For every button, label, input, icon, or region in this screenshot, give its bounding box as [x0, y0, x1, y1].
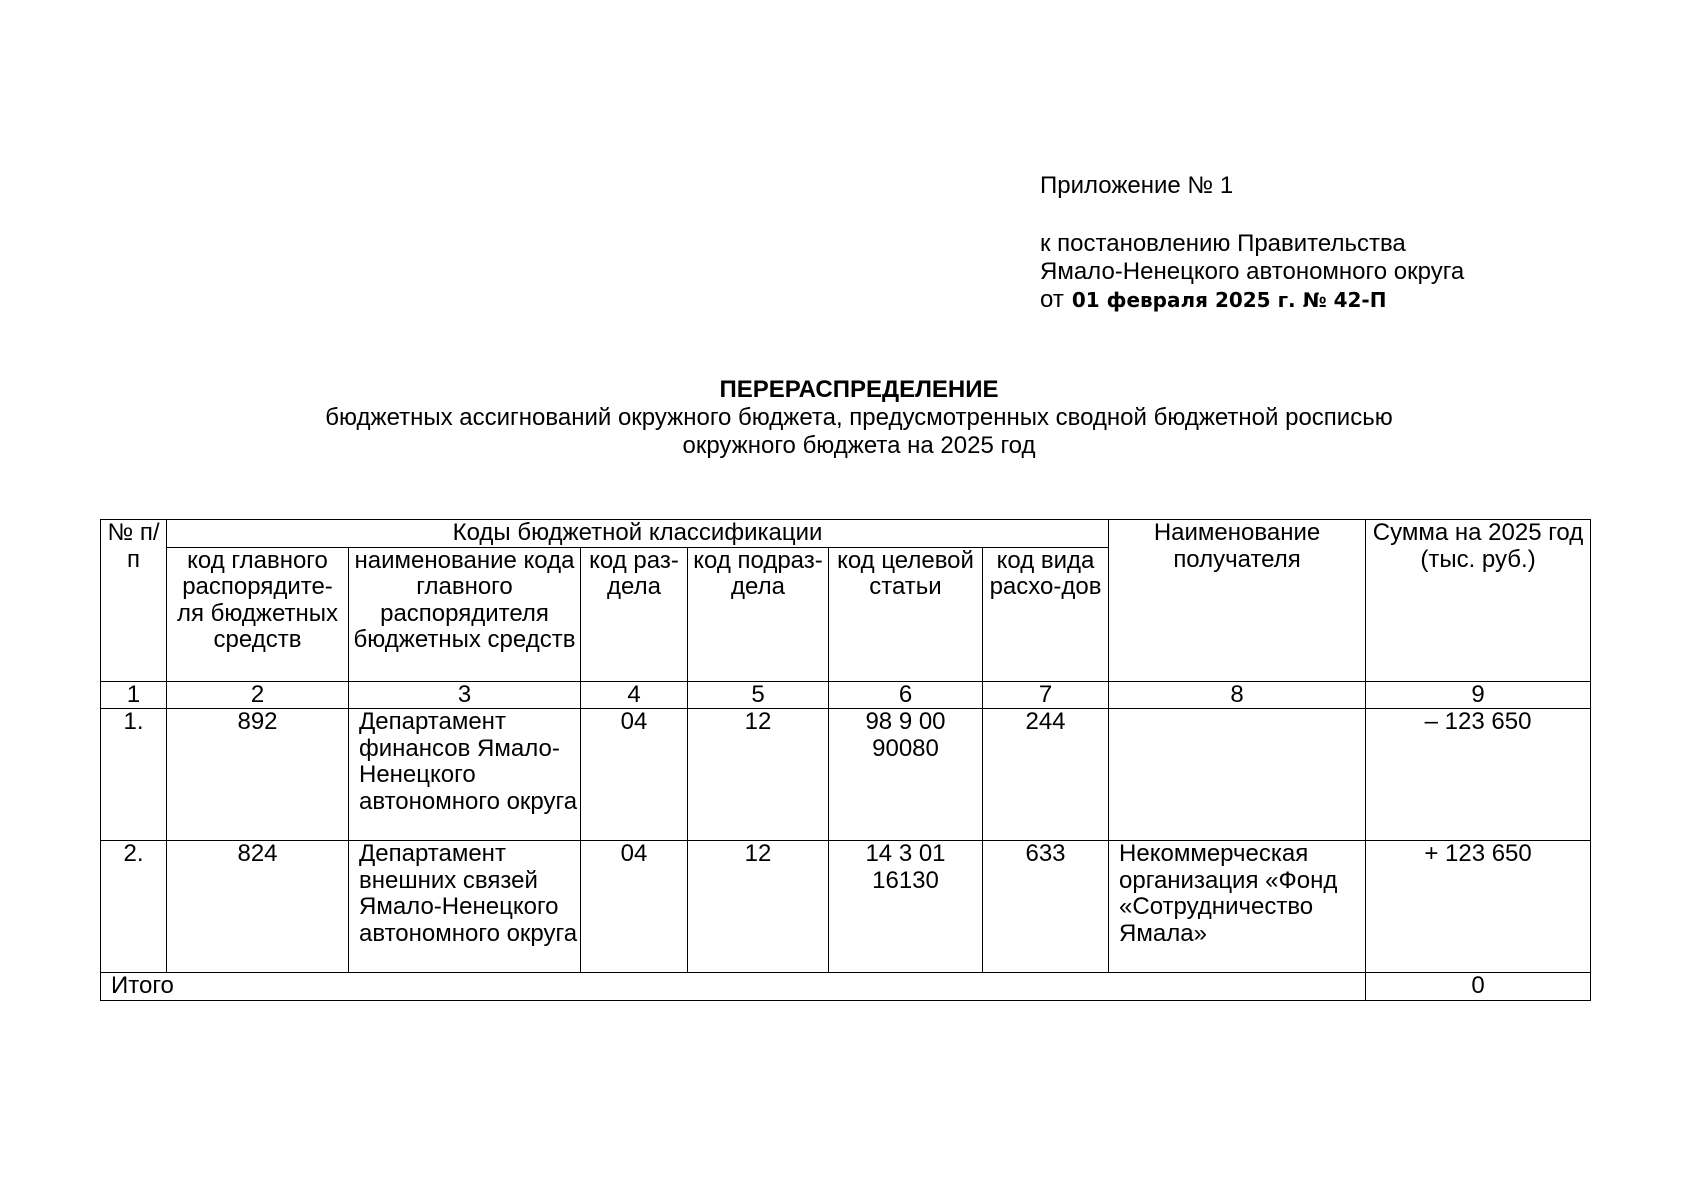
row-code: 824 — [167, 841, 349, 973]
column-number: 9 — [1366, 681, 1591, 709]
row-recipient: Некоммерческая организация «Фонд «Сотрудничество Ямала» — [1109, 841, 1366, 973]
header-code-grbs: код главного распорядите-ля бюджетных средств — [167, 547, 349, 681]
column-number: 1 — [101, 681, 167, 709]
document-subtitle-line2: окружного бюджета на 2025 год — [682, 432, 1036, 459]
header-sum: Сумма на 2025 год (тыс. руб.) — [1366, 520, 1591, 682]
appendix-region: Ямало-Ненецкого автономного округа — [1040, 258, 1465, 285]
column-number: 8 — [1109, 681, 1366, 709]
row-expense: 244 — [983, 709, 1109, 841]
row-target: 14 3 01 16130 — [829, 841, 983, 973]
row-num: 2. — [101, 841, 167, 973]
header-recipient: Наименование получателя — [1109, 520, 1366, 682]
header-section: код раз-дела — [581, 547, 688, 681]
column-number: 4 — [581, 681, 688, 709]
total-row — [101, 973, 1591, 1001]
appendix-date-value: 01 февраля 2025 г. № 42-П — [1071, 288, 1387, 312]
row-target: 98 9 00 90080 — [829, 709, 983, 841]
document-title: ПЕРЕРАСПРЕДЕЛЕНИЕ — [719, 376, 999, 403]
column-number: 5 — [688, 681, 829, 709]
row-amount: – 123 650 — [1366, 709, 1591, 841]
header-expense-type: код вида расхо-дов — [983, 547, 1109, 681]
appendix-date-line — [1040, 286, 1464, 314]
document-title-block — [0, 376, 1697, 460]
total-amount: 0 — [1366, 973, 1591, 1001]
row-amount: + 123 650 — [1366, 841, 1591, 973]
header-name-grbs: наименование кода главного распорядителя бюджетных средств — [349, 547, 581, 681]
header-num: № п/п — [101, 520, 167, 682]
total-label: Итого — [101, 973, 1366, 1001]
row-section: 04 — [581, 709, 688, 841]
column-number-row — [101, 681, 1591, 709]
column-number: 2 — [167, 681, 349, 709]
table-row — [101, 709, 1591, 841]
column-number: 3 — [349, 681, 581, 709]
column-number: 6 — [829, 681, 983, 709]
header-codes-group: Коды бюджетной классификации — [167, 520, 1109, 548]
row-num: 1. — [101, 709, 167, 841]
row-subsection: 12 — [688, 709, 829, 841]
row-section: 04 — [581, 841, 688, 973]
appendix-date-prefix: от — [1040, 286, 1064, 313]
header-target: код целевой статьи — [829, 547, 983, 681]
header-subsection: код подраз-дела — [688, 547, 829, 681]
row-code: 892 — [167, 709, 349, 841]
row-expense: 633 — [983, 841, 1109, 973]
row-name: Департамент внешних связей Ямало-Ненецкого автономного округа — [349, 841, 581, 973]
appendix-number: Приложение № 1 — [1040, 172, 1234, 199]
document-subtitle-line1: бюджетных ассигнований окружного бюджета, предусмотренных сводной бюджетной росписью — [325, 404, 1393, 431]
column-number: 7 — [983, 681, 1109, 709]
appendix-header — [1040, 172, 1464, 314]
table-row — [101, 841, 1591, 973]
appendix-resolution: к постановлению Правительства — [1040, 230, 1406, 257]
row-name: Департамент финансов Ямало-Ненецкого автономного округа — [349, 709, 581, 841]
row-recipient — [1109, 709, 1366, 841]
budget-table — [100, 519, 1591, 1001]
table-header-row — [101, 520, 1591, 548]
row-subsection: 12 — [688, 841, 829, 973]
